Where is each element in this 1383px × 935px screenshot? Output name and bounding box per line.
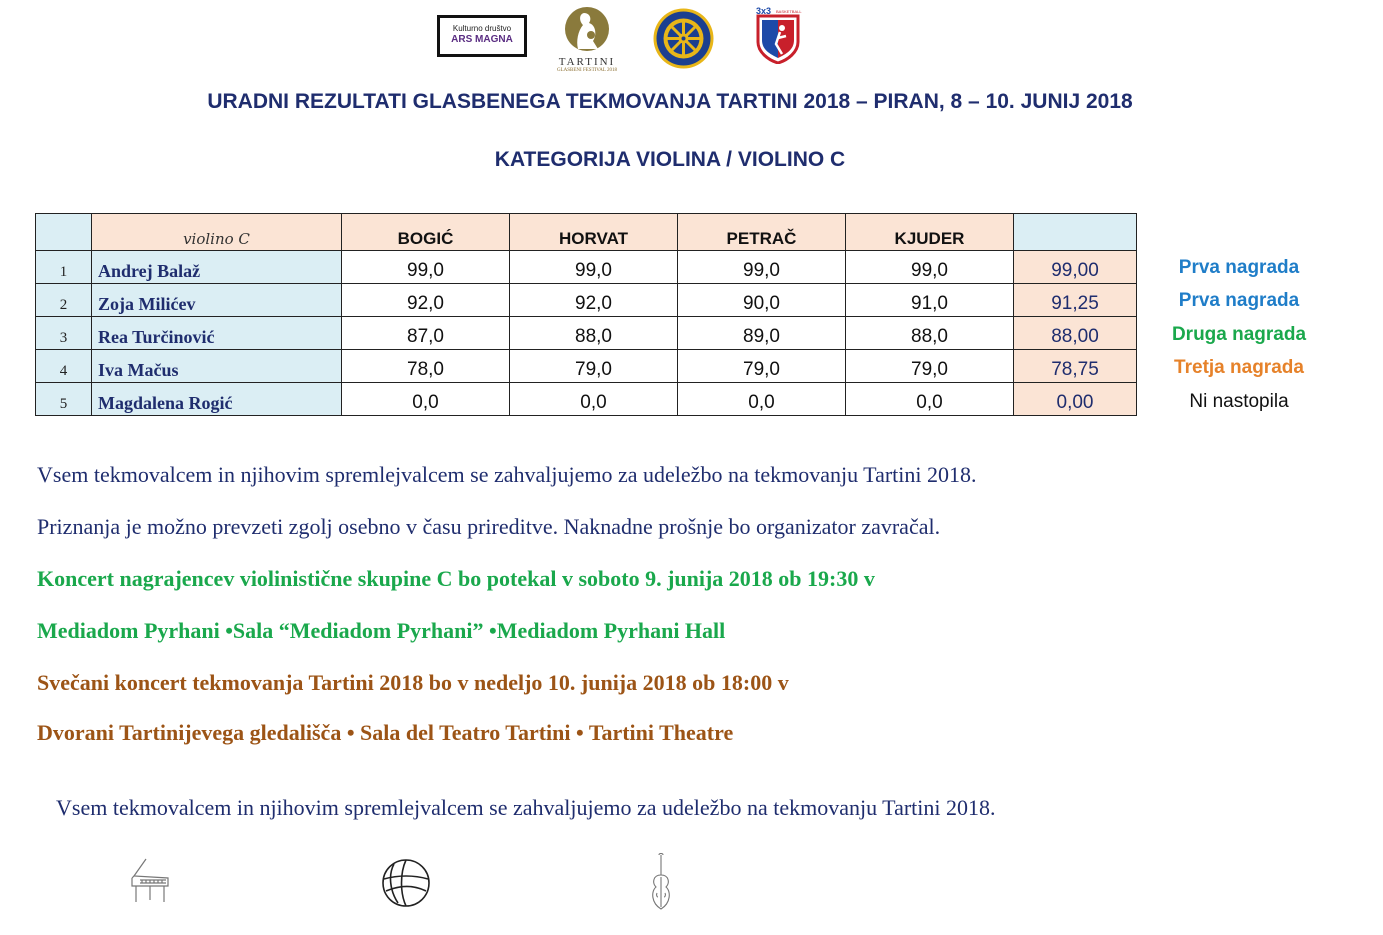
judge-score: 92,0: [342, 284, 510, 317]
award-label: Tretja nagrada: [1174, 357, 1304, 378]
piano-icon: [128, 856, 174, 913]
table-row: [36, 383, 1137, 416]
judge-header: BOGIĆ: [342, 214, 510, 251]
judge-score: 88,0: [510, 317, 678, 350]
violin-icon: [648, 853, 674, 918]
final-result: 91,25: [1014, 284, 1137, 317]
table-row: [36, 251, 1137, 284]
award-label: Prva nagrada: [1178, 257, 1300, 278]
final-result: 0,00: [1014, 383, 1137, 416]
judge-score: 91,0: [846, 284, 1014, 317]
award-label: Prva nagrada: [1178, 290, 1300, 311]
results-table: [35, 213, 1137, 416]
judge-score: 99,0: [846, 251, 1014, 284]
table-row: [36, 317, 1137, 350]
header-num-cell: [36, 214, 92, 251]
contestant-name: Zoja Milićev: [92, 284, 342, 317]
judge-score: 87,0: [342, 317, 510, 350]
final-result: 78,75: [1014, 350, 1137, 383]
row-number: 2: [36, 284, 92, 317]
judge-header: KJUDER: [846, 214, 1014, 251]
judge-score: 90,0: [678, 284, 846, 317]
judge-score: 88,0: [846, 317, 1014, 350]
award-label: Ni nastopila: [1189, 391, 1289, 412]
judge-score: 92,0: [510, 284, 678, 317]
final-result: 88,00: [1014, 317, 1137, 350]
tartini-logo-sub: GLASBENI FESTIVAL 2018: [556, 68, 617, 73]
contestant-name: Andrej Balaž: [92, 251, 342, 284]
judge-score: 79,0: [678, 350, 846, 383]
rotary-wheel-icon: [652, 7, 715, 70]
concert-line-2: Mediadom Pyrhani •Sala “Mediadom Pyrhani” •Mediadom Pyrhani Hall: [37, 618, 726, 643]
basket-logo-sub: BASKETBALL: [776, 9, 802, 14]
judge-score: 99,0: [342, 251, 510, 284]
category-title: KATEGORIJA VIOLINA / VIOLINO C: [494, 148, 846, 171]
contestant-name: Magdalena Rogić: [92, 383, 342, 416]
gala-line-2: Dvorani Tartinijevega gledališča • Sala del Teatro Tartini • Tartini Theatre: [37, 720, 734, 745]
judge-score: 0,0: [846, 383, 1014, 416]
contestant-name: Rea Turčinović: [92, 317, 342, 350]
judge-header: PETRAČ: [678, 214, 846, 251]
judge-score: 0,0: [678, 383, 846, 416]
award-label: Druga nagrada: [1171, 324, 1307, 345]
judge-score: 78,0: [342, 350, 510, 383]
table-row: [36, 284, 1137, 317]
judge-score: 79,0: [510, 350, 678, 383]
tartini-logo: [548, 5, 626, 71]
page-title: URADNI REZULTATI GLASBENEGA TEKMOVANJA TARTINI 2018 – PIRAN, 8 – 10. JUNIJ 2018: [207, 90, 1133, 113]
pickup-paragraph: Priznanja je možno prevzeti zgolj osebno v času prireditve. Naknadne prošnje bo organizator zavračal.: [37, 514, 941, 539]
ars-magna-logo: [437, 15, 527, 57]
judge-score: 89,0: [678, 317, 846, 350]
basketball-3x3-logo: [754, 6, 802, 64]
judge-header: HORVAT: [510, 214, 678, 251]
judge-score: 99,0: [510, 251, 678, 284]
rotary-logo: [652, 7, 715, 70]
concert-line-1: Koncert nagrajencev violinistične skupine C bo potekal v soboto 9. junija 2018 ob 19:30 v: [37, 566, 875, 591]
thanks-paragraph: Vsem tekmovalcem in njihovim spremlejvalcem se zahvaljujemo za udeležbo na tekmovanju Tartini 2018.: [37, 462, 977, 487]
final-result: 99,00: [1014, 251, 1137, 284]
header-category-cell: violino C: [92, 214, 342, 251]
header-result-cell: [1014, 214, 1137, 251]
judge-score: 99,0: [678, 251, 846, 284]
thanks-paragraph-2: Vsem tekmovalcem in njihovim spremlejvalcem se zahvaljujemo za udeležbo na tekmovanju Tartini 2018.: [56, 795, 996, 820]
judge-score: 0,0: [510, 383, 678, 416]
tartini-emblem-icon: [564, 5, 610, 53]
judge-score: 79,0: [846, 350, 1014, 383]
ars-magna-logo-line2: ARS MAGNA: [451, 34, 513, 45]
table-row: [36, 350, 1137, 383]
contestant-name: Iva Mačus: [92, 350, 342, 383]
row-number: 5: [36, 383, 92, 416]
row-number: 1: [36, 251, 92, 284]
basketball-icon: [380, 857, 432, 914]
gala-line-1: Svečani koncert tekmovanja Tartini 2018 bo v nedeljo 10. junija 2018 ob 18:00 v: [37, 670, 789, 695]
table-header-row: [36, 214, 1137, 251]
ars-magna-logo-line1: Kulturno društvo: [452, 24, 512, 33]
judge-score: 0,0: [342, 383, 510, 416]
row-number: 4: [36, 350, 92, 383]
basket-logo-label: 3x3: [756, 6, 772, 16]
row-number: 3: [36, 317, 92, 350]
tartini-logo-name: TARTINI: [558, 56, 616, 68]
